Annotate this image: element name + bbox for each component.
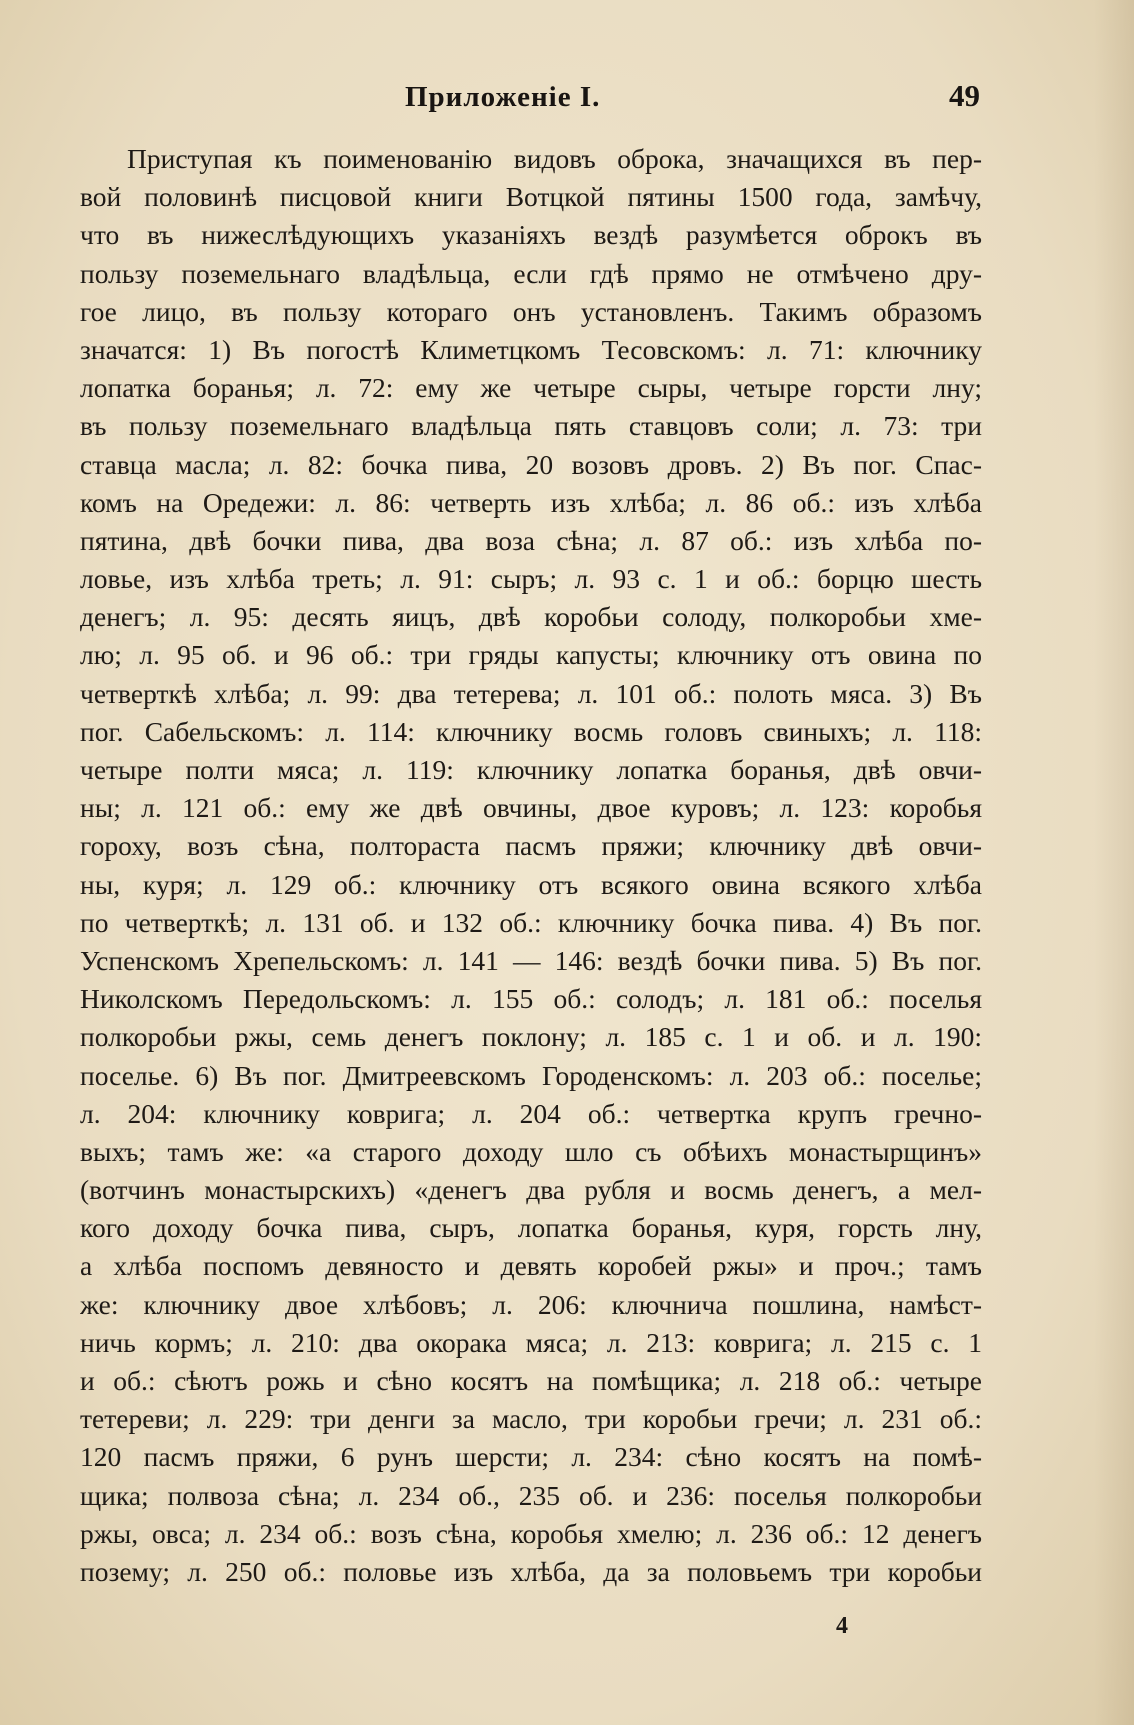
text-line: 120 пасмъ пряжи, 6 рунъ шерсти; л. 234: сѣно косятъ на помѣ- [80, 1441, 982, 1473]
text-line: а хлѣба поспомъ девяносто и девять коробей ржы» и проч.; тамъ [80, 1250, 982, 1282]
text-line: щика; полвоза сѣна; л. 234 об., 235 об. и 236: поселья полкоробьи [80, 1479, 982, 1511]
chapter-title: Приложеніе I. [405, 81, 601, 113]
text-line: комъ на Оредежи: л. 86: четверть изъ хлѣба; л. 86 об.: изъ хлѣба [80, 486, 982, 518]
text-line: Успенскомъ Хрепельскомъ: л. 141 — 146: вездѣ бочки пива. 5) Въ пог. [80, 944, 982, 976]
text-line: поселье. 6) Въ пог. Дмитреевскомъ Городенскомъ: л. 203 об.: поселье; [80, 1059, 982, 1091]
text-line: пог. Сабельскомъ: л. 114: ключнику восмь головъ свиныхъ; л. 118: [80, 715, 982, 747]
printer-signature-mark: 4 [836, 1613, 848, 1639]
text-line: тетереви; л. 229: три денги за масло, три коробьи гречи; л. 231 об.: [80, 1403, 982, 1435]
running-header [80, 78, 980, 114]
text-line: ничь кормъ; л. 210: два окорака мяса; л. 213: коврига; л. 215 с. 1 [80, 1326, 982, 1358]
text-line: (вотчинъ монастырскихъ) «денегъ два рубля и восмь денегъ, а мел- [80, 1174, 982, 1206]
text-line: что въ нижеслѣдующихъ указаніяхъ вездѣ разумѣется оброкъ въ [80, 219, 982, 251]
text-line: Приступая къ поименованію видовъ оброка, значащихся въ пер- [127, 143, 982, 174]
text-line: ны; л. 121 об.: ему же двѣ овчины, двое куровъ; л. 123: коробья [80, 792, 982, 824]
text-line: гое лицо, въ пользу котораго онъ установленъ. Такимъ образомъ [80, 295, 982, 327]
text-line: позему; л. 250 об.: половье изъ хлѣба, да за половьемъ три коробьи [80, 1555, 982, 1587]
text-line: гороху, возъ сѣна, полтораста пасмъ пряжи; ключнику двѣ овчи- [80, 830, 982, 862]
text-line: четыре полти мяса; л. 119: ключнику лопатка боранья, двѣ овчи- [80, 754, 982, 785]
text-line: ловье, изъ хлѣба треть; л. 91: сыръ; л. 93 с. 1 и об.: борцю шесть [80, 563, 982, 595]
text-line: полкоробьи ржы, семь денегъ поклону; л. 185 с. 1 и об. и л. 190: [80, 1021, 982, 1053]
page-number: 49 [949, 78, 980, 113]
page-edge-shadow [1094, 0, 1134, 1725]
text-line: лю; л. 95 об. и 96 об.: три гряды капусты; ключнику отъ овина по [80, 639, 982, 671]
text-line: ржы, овса; л. 234 об.: возъ сѣна, коробья хмелю; л. 236 об.: 12 денегъ [80, 1517, 982, 1549]
text-line: Николскомъ Передольскомъ: л. 155 об.: солодъ; л. 181 об.: поселья [80, 983, 982, 1015]
text-line: пользу поземельнаго владѣльца, если гдѣ прямо не отмѣчено дру- [80, 257, 982, 289]
text-line: л. 204: ключнику коврига; л. 204 об.: четвертка крупъ гречно- [80, 1097, 982, 1129]
text-line: пятина, двѣ бочки пива, два воза сѣна; л. 87 об.: изъ хлѣба по- [80, 524, 982, 556]
text-line: лопатка боранья; л. 72: ему же четыре сыры, четыре горсти лну; [80, 372, 982, 404]
text-line: ставца масла; л. 82: бочка пива, 20 возовъ дровъ. 2) Въ пог. Спас- [80, 448, 982, 480]
text-line: кого доходу бочка пива, сыръ, лопатка боранья, куря, горсть лну, [80, 1212, 982, 1244]
text-line: четверткѣ хлѣба; л. 99: два тетерева; л. 101 об.: полоть мяса. 3) Въ [80, 677, 982, 709]
text-line: и об.: сѣютъ рожь и сѣно косятъ на помѣщика; л. 218 об.: четыре [80, 1365, 982, 1396]
text-line: вой половинѣ писцовой книги Вотцкой пятины 1500 года, замѣчу, [80, 181, 982, 213]
text-line: денегъ; л. 95: десять яицъ, двѣ коробьи солоду, полкоробьи хме- [80, 601, 982, 633]
text-line: же: ключнику двое хлѣбовъ; л. 206: ключнича пошлина, намѣст- [80, 1288, 982, 1320]
text-line: значатся: 1) Въ погостѣ Климетцкомъ Тесовскомъ: л. 71: ключнику [80, 333, 982, 365]
text-line: ны, куря; л. 129 об.: ключнику отъ всякого овина всякого хлѣба [80, 868, 982, 900]
text-line: по четверткѣ; л. 131 об. и 132 об.: ключнику бочка пива. 4) Въ пог. [80, 906, 982, 938]
text-line: въ пользу поземельнаго владѣльца пять ставцовъ соли; л. 73: три [80, 410, 982, 442]
text-line: выхъ; тамъ же: «а старого доходу шло съ обѣихъ монастырщинъ» [80, 1135, 982, 1167]
body-text [80, 140, 982, 1591]
